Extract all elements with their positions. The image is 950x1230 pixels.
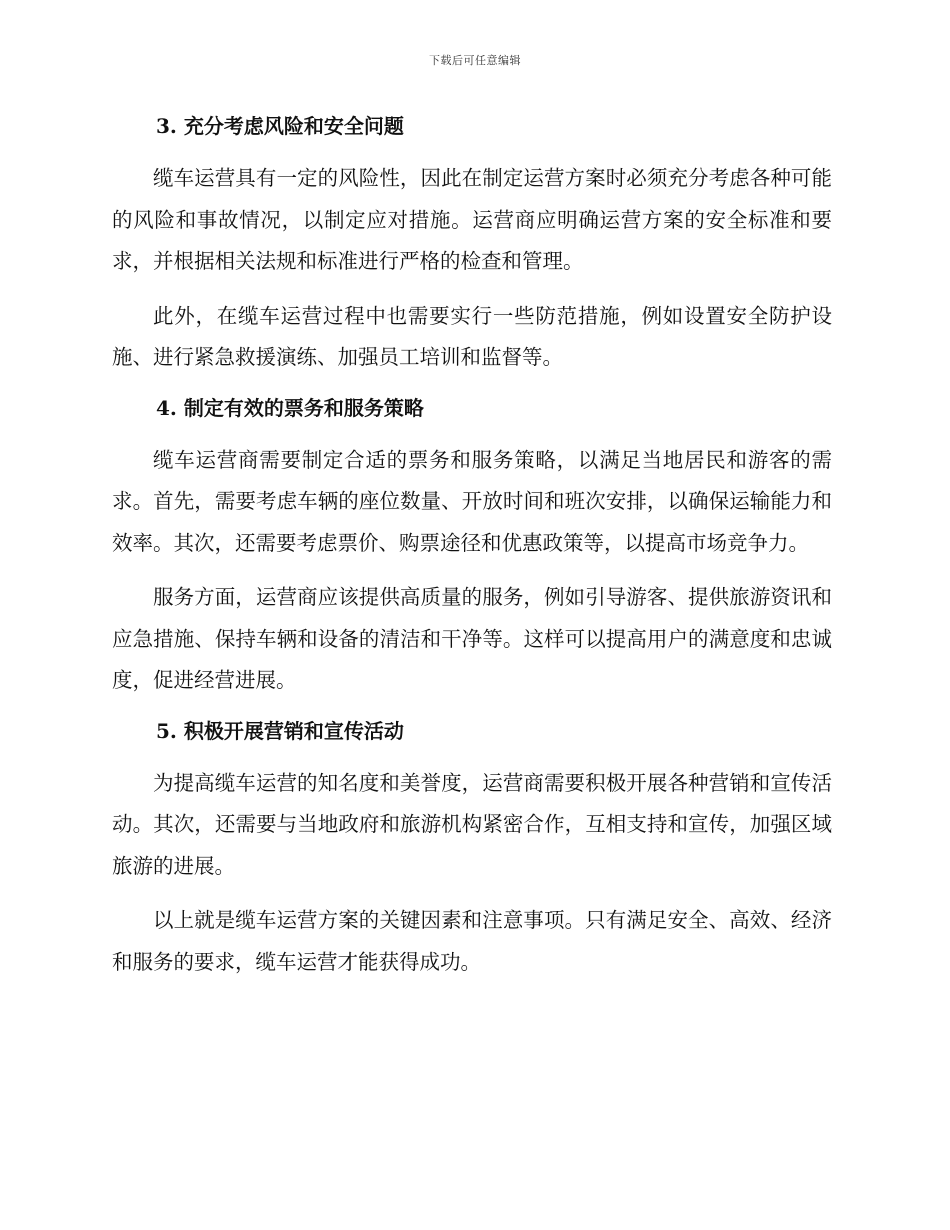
section-heading-4: 4. 制定有效的票务和服务策略 [156, 395, 424, 420]
document-body [112, 110, 832, 983]
page-header: 下载后可任意编辑 [429, 54, 521, 67]
paragraph: 缆车运营商需要制定合适的票务和服务策略，以满足当地居民和游客的需求。首先，需要考虑车辆的座位数量、开放时间和班次安排，以确保运输能力和效率。其次，还需要考虑票价、购票途径和优惠政策等，以提高市场竞争力。 [112, 447, 832, 555]
section-heading-5: 5. 积极开展营销和宣传活动 [156, 718, 404, 743]
paragraph: 此外，在缆车运营过程中也需要实行一些防范措施，例如设置安全防护设施、进行紧急救援演练、加强员工培训和监督等。 [112, 303, 832, 369]
paragraph: 为提高缆车运营的知名度和美誉度，运营商需要积极开展各种营销和宣传活动。其次，还需要与当地政府和旅游机构紧密合作，互相支持和宣传，加强区域旅游的进展。 [112, 770, 832, 878]
section-heading-3: 3. 充分考虑风险和安全问题 [156, 114, 404, 138]
paragraph: 缆车运营具有一定的风险性，因此在制定运营方案时必须充分考虑各种可能的风险和事故情况，以制定应对措施。运营商应明确运营方案的安全标准和要求，并根据相关法规和标准进行严格的检查和管理。 [112, 166, 832, 273]
paragraph: 服务方面，运营商应该提供高质量的服务，例如引导游客、提供旅游资讯和应急措施、保持车辆和设备的清洁和干净等。这样可以提高用户的满意度和忠诚度，促进经营进展。 [112, 585, 832, 692]
paragraph: 以上就是缆车运营方案的关键因素和注意事项。只有满足安全、高效、经济和服务的要求，缆车运营才能获得成功。 [112, 908, 832, 974]
